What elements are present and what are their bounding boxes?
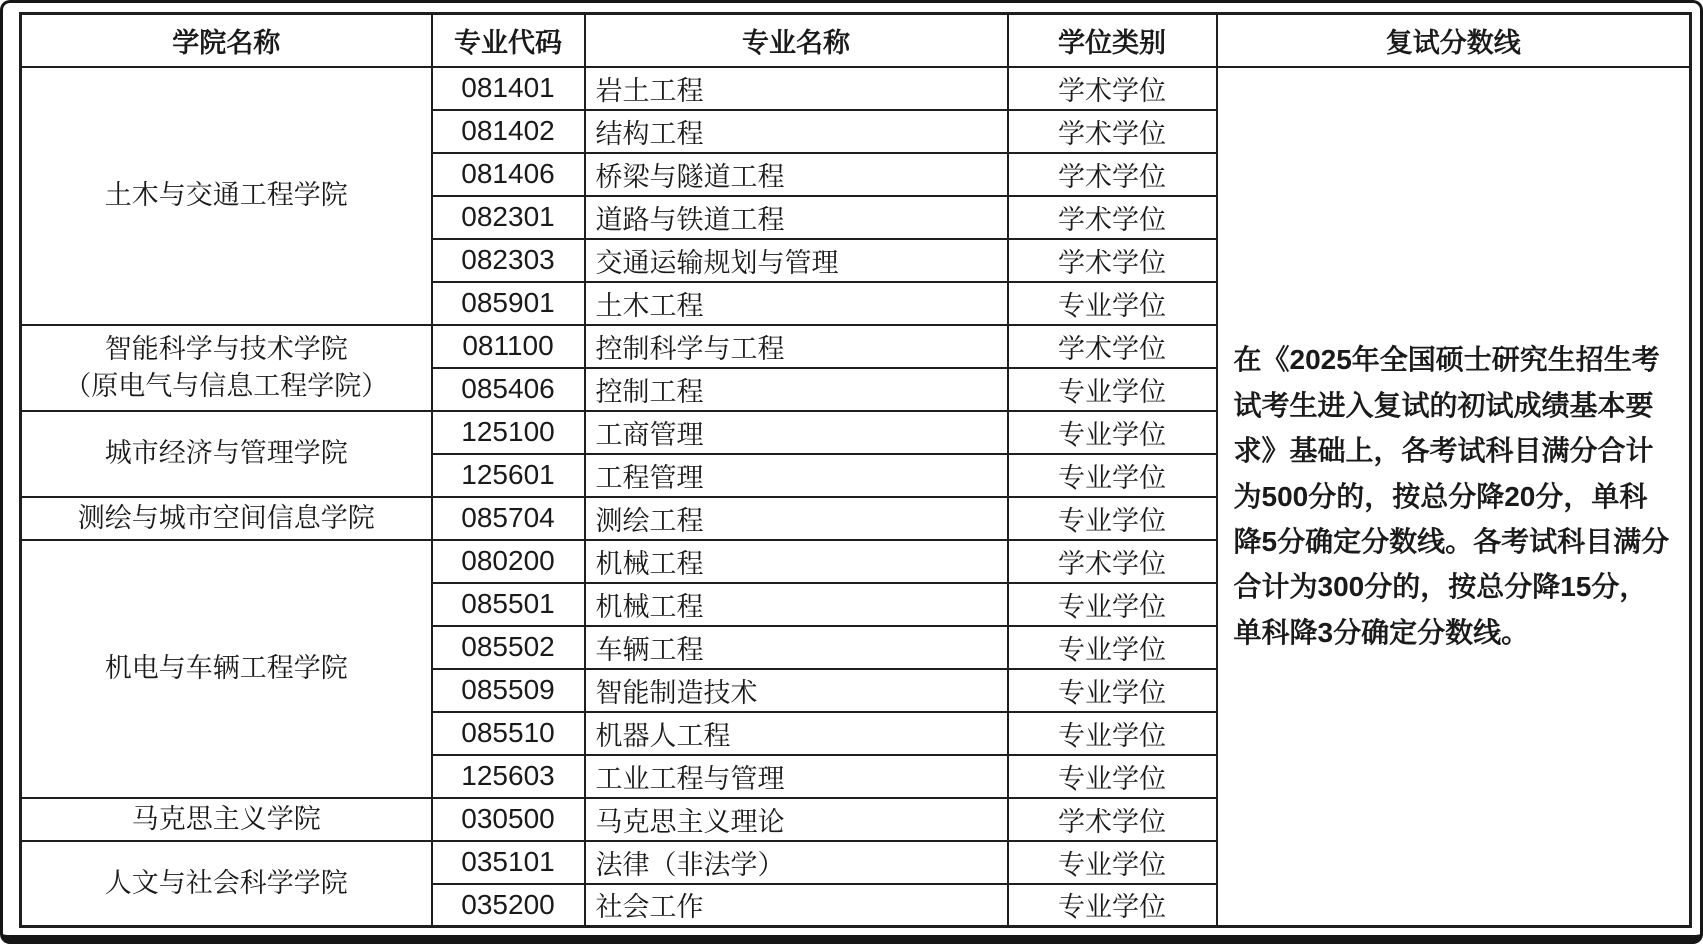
major-name-cell: 车辆工程 xyxy=(585,626,1008,669)
degree-type-cell: 学术学位 xyxy=(1008,110,1217,153)
major-name-cell: 岩土工程 xyxy=(585,67,1008,110)
major-name-cell: 法律（非法学） xyxy=(585,841,1008,884)
major-name-cell: 工业工程与管理 xyxy=(585,755,1008,798)
major-name-cell: 控制科学与工程 xyxy=(585,325,1008,368)
college-name-cell: 智能科学与技术学院 （原电气与信息工程学院） xyxy=(21,325,432,411)
degree-type-cell: 专业学位 xyxy=(1008,497,1217,540)
header-major-code: 专业代码 xyxy=(432,14,585,67)
major-code-cell: 082301 xyxy=(432,196,585,239)
major-code-cell: 082303 xyxy=(432,239,585,282)
degree-type-cell: 学术学位 xyxy=(1008,67,1217,110)
degree-type-cell: 专业学位 xyxy=(1008,755,1217,798)
major-code-cell: 085509 xyxy=(432,669,585,712)
major-name-cell: 交通运输规划与管理 xyxy=(585,239,1008,282)
major-name-cell: 工商管理 xyxy=(585,411,1008,454)
degree-type-cell: 专业学位 xyxy=(1008,669,1217,712)
major-name-cell: 工程管理 xyxy=(585,454,1008,497)
degree-type-cell: 专业学位 xyxy=(1008,626,1217,669)
major-code-cell: 080200 xyxy=(432,540,585,583)
major-name-cell: 结构工程 xyxy=(585,110,1008,153)
major-code-cell: 125603 xyxy=(432,755,585,798)
table-body xyxy=(21,67,1691,927)
college-name-cell: 机电与车辆工程学院 xyxy=(21,540,432,798)
major-name-cell: 机械工程 xyxy=(585,540,1008,583)
major-code-cell: 085901 xyxy=(432,282,585,325)
major-name-cell: 桥梁与隧道工程 xyxy=(585,153,1008,196)
header-degree-type: 学位类别 xyxy=(1008,14,1217,67)
major-code-cell: 035200 xyxy=(432,884,585,927)
table-row xyxy=(21,67,1691,110)
college-name-cell: 测绘与城市空间信息学院 xyxy=(21,497,432,540)
major-name-cell: 机器人工程 xyxy=(585,712,1008,755)
college-name-cell: 城市经济与管理学院 xyxy=(21,411,432,497)
degree-type-cell: 专业学位 xyxy=(1008,884,1217,927)
degree-type-cell: 专业学位 xyxy=(1008,454,1217,497)
header-major-name: 专业名称 xyxy=(585,14,1008,67)
major-code-cell: 085704 xyxy=(432,497,585,540)
major-code-cell: 125601 xyxy=(432,454,585,497)
major-code-cell: 081406 xyxy=(432,153,585,196)
degree-type-cell: 专业学位 xyxy=(1008,282,1217,325)
major-name-cell: 土木工程 xyxy=(585,282,1008,325)
degree-type-cell: 学术学位 xyxy=(1008,153,1217,196)
major-code-cell: 081100 xyxy=(432,325,585,368)
header-score-line: 复试分数线 xyxy=(1217,14,1691,67)
major-code-cell: 085501 xyxy=(432,583,585,626)
major-name-cell: 测绘工程 xyxy=(585,497,1008,540)
major-code-cell: 085502 xyxy=(432,626,585,669)
major-name-cell: 控制工程 xyxy=(585,368,1008,411)
major-code-cell: 030500 xyxy=(432,798,585,841)
major-code-cell: 125100 xyxy=(432,411,585,454)
degree-type-cell: 专业学位 xyxy=(1008,583,1217,626)
college-name-cell: 马克思主义学院 xyxy=(21,798,432,841)
degree-type-cell: 学术学位 xyxy=(1008,798,1217,841)
major-name-cell: 机械工程 xyxy=(585,583,1008,626)
major-code-cell: 035101 xyxy=(432,841,585,884)
major-code-cell: 081402 xyxy=(432,110,585,153)
score-line-cell: 在《2025年全国硕士研究生招生考试考生进入复试的初试成绩基本要求》基础上，各考试科目满分合计为500分的，按总分降20分，单科降5分确定分数线。各考试科目满分合计为300分的，按总分降15分，单科降3分确定分数线。 xyxy=(1217,67,1691,927)
major-code-cell: 081401 xyxy=(432,67,585,110)
degree-type-cell: 学术学位 xyxy=(1008,196,1217,239)
degree-type-cell: 学术学位 xyxy=(1008,325,1217,368)
major-name-cell: 智能制造技术 xyxy=(585,669,1008,712)
major-code-cell: 085510 xyxy=(432,712,585,755)
admission-score-table xyxy=(19,12,1692,928)
degree-type-cell: 专业学位 xyxy=(1008,411,1217,454)
college-name-cell: 土木与交通工程学院 xyxy=(21,67,432,325)
degree-type-cell: 专业学位 xyxy=(1008,712,1217,755)
degree-type-cell: 专业学位 xyxy=(1008,368,1217,411)
college-name-cell: 人文与社会科学学院 xyxy=(21,841,432,927)
major-name-cell: 道路与铁道工程 xyxy=(585,196,1008,239)
degree-type-cell: 学术学位 xyxy=(1008,239,1217,282)
degree-type-cell: 学术学位 xyxy=(1008,540,1217,583)
header-college: 学院名称 xyxy=(21,14,432,67)
major-name-cell: 社会工作 xyxy=(585,884,1008,927)
table-header-row xyxy=(21,14,1691,67)
major-name-cell: 马克思主义理论 xyxy=(585,798,1008,841)
degree-type-cell: 专业学位 xyxy=(1008,841,1217,884)
major-code-cell: 085406 xyxy=(432,368,585,411)
